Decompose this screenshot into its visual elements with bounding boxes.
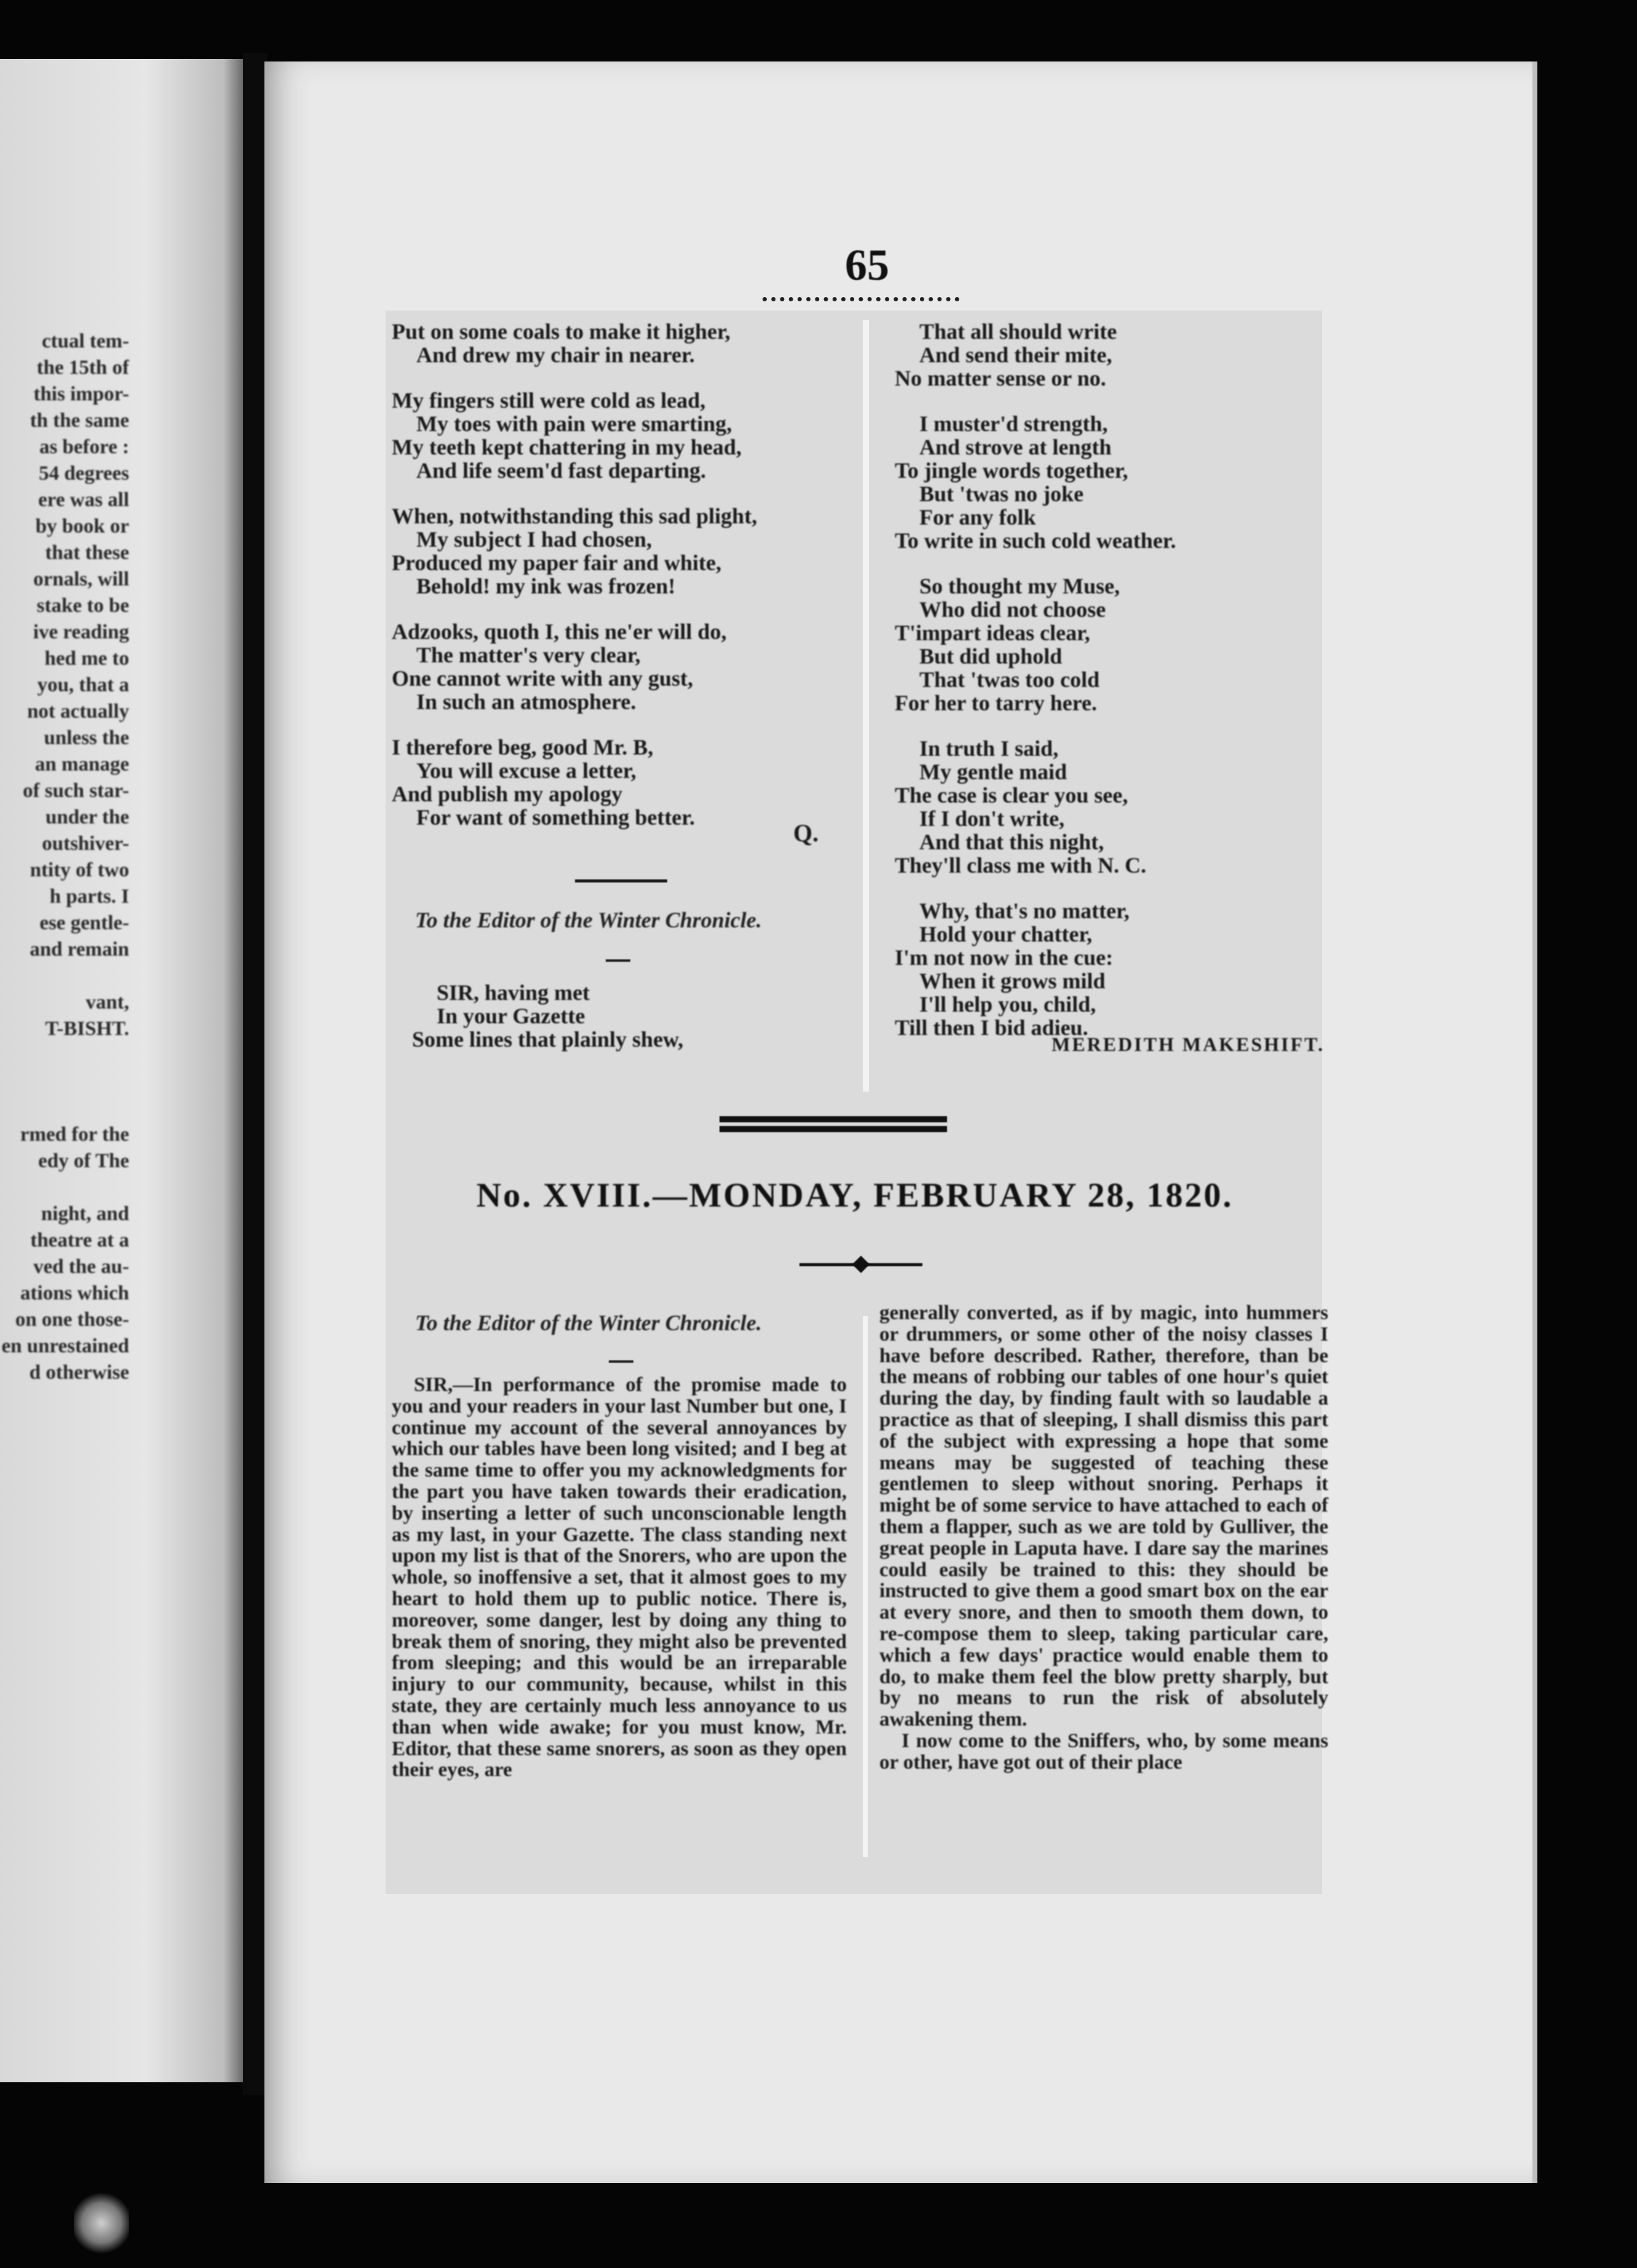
left-page-fragment: ved the au- (33, 1256, 129, 1278)
prose-right-paragraph-2: I now come to the Sniffers, who, by some means or other, have got out of their place (879, 1729, 1328, 1774)
poem-line: For her to tarry here. (895, 691, 1097, 715)
signature: MEREDITH MAKESHIFT. (1052, 1033, 1325, 1055)
stanza (392, 320, 865, 367)
stanza (895, 412, 1325, 552)
poem-line: My teeth kept chattering in my head, (392, 435, 742, 459)
letter-heading-bottom: To the Editor of the Winter Chronicle. (415, 1310, 762, 1335)
poem-line: My gentle maid (919, 759, 1067, 784)
poem-line: No matter sense or no. (895, 366, 1106, 391)
stanza (895, 320, 1325, 390)
letter-opening-line: Some lines that plainly shew, (412, 1027, 684, 1052)
stanza (392, 736, 865, 829)
book-gutter (243, 53, 268, 2095)
poem-line: For any folk (919, 505, 1036, 529)
left-page-fragment: th the same (30, 410, 129, 432)
left-page-fragment: ornals, will (33, 568, 129, 590)
poem-line: But did uphold (919, 644, 1063, 668)
facing-page-left (0, 59, 247, 2082)
poem-left-column (392, 320, 865, 851)
poem-line: My subject I had chosen, (416, 527, 652, 552)
column-separator-top (863, 320, 869, 1092)
left-page-fragment: and remain (30, 938, 129, 961)
letter-dash-bottom (609, 1360, 633, 1363)
left-page-fragment: theatre at a (30, 1229, 129, 1251)
poem-line: Why, that's no matter, (919, 898, 1130, 923)
left-page-fragment: this impor- (33, 383, 129, 405)
poem-line: I'll help you, child, (919, 992, 1096, 1017)
poem-line: My fingers still were cold as lead, (392, 388, 706, 413)
poem-line: I muster'd strength, (919, 411, 1108, 436)
poem-line: Who did not choose (919, 597, 1106, 622)
poem-line: That 'twas too cold (919, 667, 1100, 692)
poem-line: That all should write (919, 319, 1117, 344)
page-number: 65 (845, 240, 889, 290)
poem-line: One cannot write with any gust, (392, 666, 694, 691)
left-page-fragment: ations which (20, 1282, 129, 1304)
poem-line: In truth I said, (919, 736, 1059, 761)
prose-right-column (879, 1303, 1328, 1774)
poem-line: And that this night, (919, 830, 1104, 854)
prose-left-column (392, 1374, 847, 1781)
column-separator-bottom (863, 1316, 868, 1857)
left-page-fragment: d otherwise (29, 1362, 129, 1384)
left-page-fragment: rmed for the (20, 1124, 129, 1146)
poem-signoff: Q. (793, 819, 819, 847)
left-page-fragment: 54 degrees (39, 462, 129, 485)
poem-line: Adzooks, quoth I, this ne'er will do, (392, 619, 727, 644)
poem-line: They'll class me with N. C. (895, 853, 1146, 878)
left-page-fragment: you, that a (37, 674, 129, 696)
stanza (895, 899, 1325, 1039)
left-page-fragment: ctual tem- (41, 330, 129, 352)
left-page-fragment: on one those- (15, 1309, 129, 1331)
poem-line: Hold your chatter, (919, 922, 1093, 946)
poem-line: I therefore beg, good Mr. B, (392, 735, 654, 759)
left-page-fragment: edy of The (38, 1150, 129, 1172)
poem-line: And publish my apology (392, 782, 623, 806)
corner-smudge (74, 2189, 129, 2257)
letter-heading-top: To the Editor of the Winter Chronicle. (415, 908, 762, 932)
left-page-fragment: under the (46, 806, 129, 828)
left-page-fragment: not actually (27, 700, 129, 723)
prose-right-paragraph-1: generally converted, as if by magic, into hummers or drummers, or some other of the noisy classes I have before described. Rather, therefore, than be the means of robbing our tables of one hour's quiet during the day, by finding fault with so laudable a practice as that of sleeping, I shall dismiss this part of the subject with expressing a hope that some means may be suggested of teaching these gentlemen to sleep without snoring. Perhaps it might be of some service to have attached to each of them a flapper, such as we are told by Gulliver, the great people in Laputa have. I dare say the marines could easily be trained to this: they should be instructed to give them a good smart box on the ear at every snore, and then to smooth them down, to re-compose them to sleep, taking particular care, which a few days' practice would enable them to do, to make them feel the blow pretty sharply, but by no means to run the risk of absolutely awakening them. (879, 1302, 1328, 1731)
left-page-fragment: outshiver- (42, 833, 129, 855)
stanza (895, 737, 1325, 877)
poem-line: The matter's very clear, (416, 643, 641, 667)
left-page-fragment: ntity of two (30, 859, 129, 881)
left-page-fragment: the 15th of (36, 357, 129, 379)
poem-line: Put on some coals to make it higher, (392, 319, 731, 344)
left-page-fragment: night, and (41, 1203, 129, 1225)
left-page-fragment: T-BISHT. (45, 1018, 129, 1040)
left-page-fragment: ere was all (38, 489, 129, 511)
stanza (895, 574, 1325, 715)
poem-line: And strove at length (919, 435, 1112, 459)
stanza (392, 620, 865, 713)
poem-line: And life seem'd fast departing. (416, 458, 706, 483)
poem-line: To write in such cold weather. (895, 528, 1176, 553)
letter-opening-line: SIR, having met (437, 980, 590, 1005)
left-page-fragment: hed me to (44, 648, 129, 670)
left-page-fragment: ese gentle- (39, 912, 129, 934)
header-dotted-rule (763, 297, 959, 301)
left-page-fragment: of such star- (23, 780, 129, 802)
poem-line: So thought my Muse, (919, 574, 1120, 598)
poem-line: And send their mite, (919, 343, 1112, 367)
poem-line: The case is clear you see, (895, 783, 1128, 807)
poem-line: When, notwithstanding this sad plight, (392, 504, 758, 528)
left-page-fragment: stake to be (36, 595, 129, 617)
poem-line: Produced my paper fair and white, (392, 550, 722, 575)
poem-right-column (895, 320, 1325, 1061)
letter-opening-line: In your Gazette (437, 1004, 585, 1028)
poem-line: For want of something better. (416, 805, 695, 830)
left-page-fragment: unless the (44, 727, 129, 749)
letter-opening (412, 981, 842, 1051)
poem-line: And drew my chair in nearer. (416, 343, 695, 367)
letter-dash-top (606, 959, 630, 962)
left-page-fragment: an manage (34, 753, 129, 775)
issue-heading: No. XVIII.—MONDAY, FEBRUARY 28, 1820. (476, 1176, 1234, 1215)
poem-line: But 'twas no joke (919, 482, 1084, 506)
double-rule (719, 1116, 947, 1132)
poem-line: In such an atmosphere. (416, 689, 636, 714)
poem-line: My toes with pain were smarting, (416, 411, 732, 436)
section-rule-left (575, 879, 667, 882)
poem-line: You will excuse a letter, (416, 758, 636, 783)
poem-line: If I don't write, (919, 806, 1064, 831)
left-page-fragment: by book or (35, 515, 129, 537)
poem-line: I'm not now in the cue: (895, 945, 1114, 970)
poem-line: When it grows mild (919, 969, 1106, 993)
left-page-fragment: that these (45, 542, 129, 564)
stanza (392, 504, 865, 598)
prose-left-paragraph: SIR,—In performance of the promise made to you and your readers in your last Number but one, I continue my account of the several annoyances by which our tables have been long visited; and I beg at the same time to offer you my acknowledgments for the part you have taken towards their eradication, by inserting a letter of such unconscionable length as my last, in your Gazette. The class standing next upon my list is that of the Snorers, who are upon the whole, so inoffensive a set, that it almost goes to my heart to hold them up to public notice. There is, moreover, some danger, lest by doing any thing to break them of snoring, they might also be prevented from sleeping; and this would be an irreparable injury to our community, because, whilst in this state, they are certainly much less annoyance to us than when wide awake; for you must know, Mr. Editor, that these same snorers, as soon as they open their eyes, are (392, 1374, 847, 1782)
left-page-fragment: ive reading (33, 621, 129, 643)
poem-line: To jingle words together, (895, 458, 1128, 483)
poem-line: Behold! my ink was frozen! (416, 574, 676, 598)
poem-line: Till then I bid adieu. (895, 1015, 1088, 1040)
left-page-fragment: as before : (39, 436, 129, 458)
left-page-fragment: h parts. I (49, 886, 129, 908)
left-page-fragment: vant, (85, 991, 129, 1013)
poem-line: T'impart ideas clear, (895, 621, 1090, 645)
left-page-fragment: en unrestained (1, 1335, 129, 1357)
stanza (392, 389, 865, 482)
